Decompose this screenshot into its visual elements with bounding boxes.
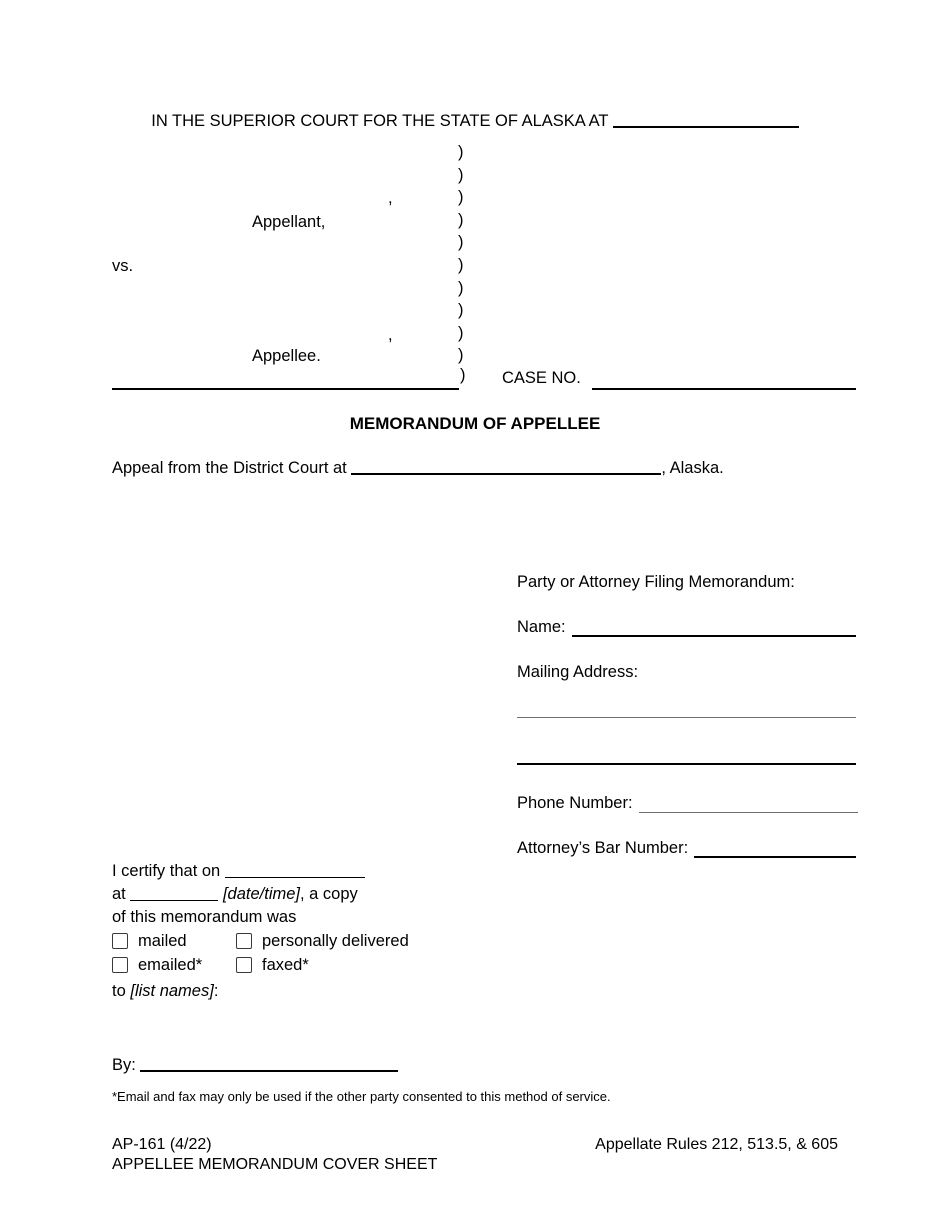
form-number: AP-161 (4/22)	[112, 1136, 212, 1153]
case-no-label: CASE NO.	[502, 369, 581, 387]
bar-number-label: Attorney’s Bar Number:	[517, 839, 689, 857]
mailed-label: mailed	[138, 931, 187, 950]
mailing-address-line-1[interactable]	[517, 717, 856, 718]
personally-delivered-label: personally delivered	[262, 931, 409, 950]
caption-paren: )	[458, 323, 464, 342]
caption-paren: )	[458, 188, 464, 207]
certify-line-1	[112, 860, 532, 883]
certify-line-2	[112, 883, 532, 906]
mailing-address-line-2[interactable]	[517, 763, 856, 765]
signature-blank[interactable]	[140, 1057, 398, 1072]
caption-paren: )	[458, 278, 464, 297]
court-heading-text: IN THE SUPERIOR COURT FOR THE STATE OF ALASKA AT	[151, 112, 609, 130]
bar-number-row	[517, 839, 856, 858]
bar-number-blank[interactable]	[694, 839, 856, 858]
phone-row	[517, 794, 858, 813]
caption-paren: )	[458, 301, 464, 320]
appeal-from-prefix: Appeal from the District Court at	[112, 459, 347, 477]
certify-line-2-prefix: at	[112, 885, 126, 903]
caption-paren: )	[458, 233, 464, 252]
datetime-hint: [date/time]	[222, 885, 300, 903]
form-title: MEMORANDUM OF APPELLEE	[349, 414, 601, 433]
caption-closing-paren: )	[460, 366, 466, 384]
appellant-name-comma: ,	[388, 189, 393, 207]
caption-paren: )	[458, 210, 464, 229]
phone-blank[interactable]	[639, 794, 858, 813]
certify-time-blank[interactable]	[130, 886, 218, 901]
district-court-location-blank[interactable]	[351, 460, 661, 475]
filing-heading: Party or Attorney Filing Memorandum:	[517, 573, 795, 591]
caption-paren: )	[458, 165, 464, 184]
caption-paren-column	[458, 141, 464, 367]
mailed-checkbox[interactable]	[112, 933, 128, 949]
emailed-checkbox[interactable]	[112, 957, 128, 973]
caption-bottom-rule	[112, 388, 459, 390]
certificate-of-service	[112, 860, 532, 1003]
rules-reference: Appellate Rules 212, 513.5, & 605	[595, 1136, 838, 1153]
footnote: *Email and fax may only be used if the other party consented to this method of service.	[112, 1089, 611, 1104]
to-suffix: :	[213, 982, 219, 1000]
service-method-row-2	[112, 953, 532, 977]
caption-paren: )	[458, 346, 464, 365]
certify-line-2-suffix: , a copy	[300, 885, 358, 903]
faxed-checkbox[interactable]	[236, 957, 252, 973]
appellant-label: Appellant,	[252, 213, 326, 231]
faxed-label: faxed*	[262, 955, 309, 974]
certify-line-1-text: I certify that on	[112, 862, 221, 880]
appeal-from-suffix: , Alaska.	[661, 459, 724, 477]
list-names-hint: [list names]	[130, 982, 214, 1000]
name-label: Name:	[517, 618, 566, 636]
personally-delivered-checkbox[interactable]	[236, 933, 252, 949]
certify-date-blank[interactable]	[225, 863, 365, 878]
by-row	[112, 1056, 398, 1075]
by-label: By:	[112, 1056, 136, 1074]
court-location-blank[interactable]	[613, 113, 799, 128]
mailing-address-label: Mailing Address:	[517, 663, 639, 681]
appellee-name-comma: ,	[388, 326, 393, 344]
phone-label: Phone Number:	[517, 794, 633, 812]
appeal-from-line	[112, 459, 724, 478]
name-row	[517, 618, 856, 637]
case-number-blank[interactable]	[592, 388, 856, 390]
to-list-names-line	[112, 980, 532, 1003]
name-blank[interactable]	[572, 618, 856, 637]
appellee-label: Appellee.	[252, 347, 321, 365]
form-footer-title: APPELLEE MEMORANDUM COVER SHEET	[112, 1156, 438, 1173]
vs-label: vs.	[112, 257, 134, 275]
emailed-label: emailed*	[138, 955, 203, 974]
caption-paren: )	[458, 143, 464, 161]
court-heading	[0, 112, 950, 131]
caption-paren: )	[458, 255, 464, 274]
certify-line-3: of this memorandum was	[112, 908, 297, 926]
to-prefix: to	[112, 982, 126, 1000]
service-method-row-1	[112, 929, 532, 953]
